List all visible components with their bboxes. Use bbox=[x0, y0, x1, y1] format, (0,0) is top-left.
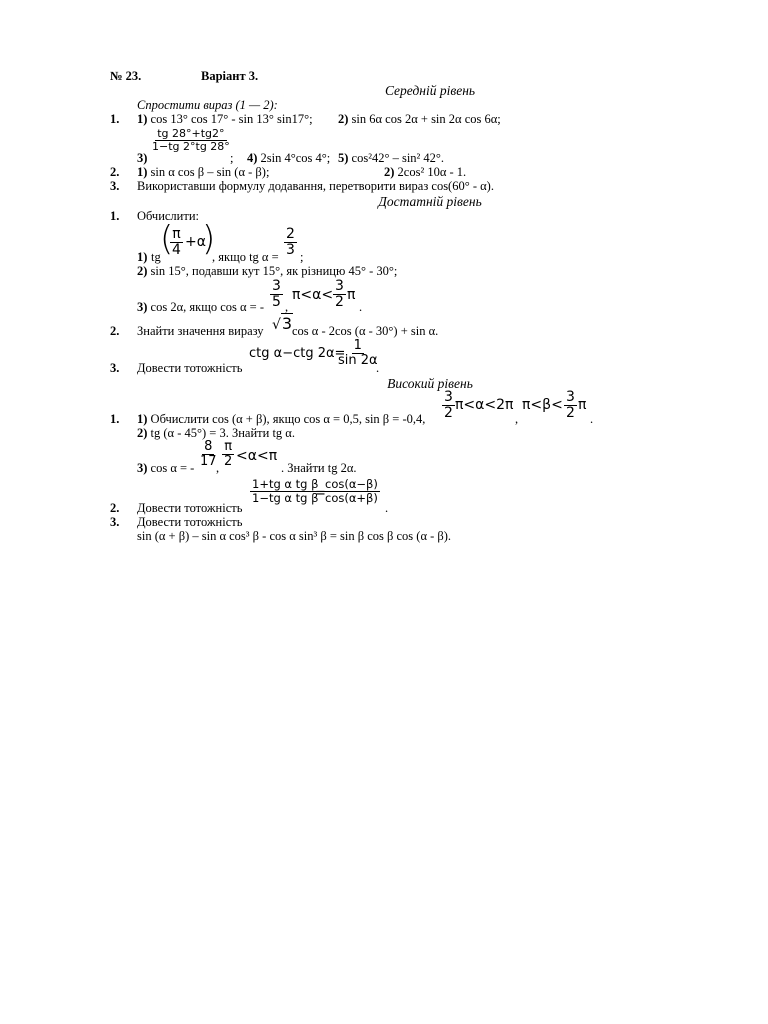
interval-beta: π<β< bbox=[522, 397, 563, 413]
comma: , bbox=[515, 412, 519, 426]
fraction-tg-identity-lhs: $\frac{\text{1+tg α tg β}}{\text{1−tg α tg β}}$ bbox=[252, 477, 319, 505]
semicolon: ; bbox=[300, 250, 304, 264]
item-number: 3. bbox=[110, 515, 120, 529]
item-number: 2. bbox=[110, 324, 120, 338]
dot: . bbox=[376, 361, 380, 375]
dot: . bbox=[359, 300, 363, 314]
sqrt-3: √3 bbox=[272, 314, 293, 333]
expr-3-1-3: 3) cos α = - bbox=[137, 461, 195, 475]
expr-2-1-2: 2) sin 15°, подавши кут 15°, як різницю 45° - 30°; bbox=[137, 264, 398, 278]
interval-alpha: π<α<2π bbox=[455, 397, 514, 413]
fraction-2-over-3: $\frac{2}{3}$ bbox=[286, 226, 295, 259]
semicolon: ; bbox=[230, 151, 234, 165]
fraction-tg-sum: $\frac{tg 28^\circ+tg2^\circ}{1-tg 2^\circ tg 28^\circ}$ bbox=[152, 127, 230, 154]
expr-label: 1) bbox=[137, 250, 148, 264]
section-title-medium: Середній рівень bbox=[384, 83, 476, 98]
fraction-3-over-2: $\frac{3}{2}$ bbox=[444, 389, 453, 422]
expr-2-1: 1) sin α cos β – sin (α - β); bbox=[137, 165, 270, 179]
prove-label: Довести тотожність bbox=[137, 501, 243, 515]
fraction-pi-over-4: $\frac{\pi}{4}$ bbox=[172, 226, 181, 259]
expr-2-1-3: 3) cos 2α, якщо cos α = - bbox=[137, 300, 265, 314]
tg-text: tg bbox=[151, 250, 161, 264]
expr-3-1-2: 2) tg (α - 45°) = 3. Знайти tg α. bbox=[137, 426, 295, 440]
expr-2-2: 2) 2cos² 10α - 1. bbox=[384, 165, 467, 179]
fraction-3-over-5: $\frac{3}{5}$ bbox=[272, 278, 281, 311]
dot: . bbox=[385, 501, 389, 515]
expression-text: cos α - 2cos (α - 30°) + sin α. bbox=[292, 324, 439, 338]
prove-label: Довести тотожність bbox=[137, 361, 243, 375]
fraction-3-over-2: $\frac{3}{2}$ bbox=[335, 278, 344, 311]
expr-1-3-label: 3) bbox=[137, 151, 148, 165]
task-1-3: Використавши формулу додавання, перетворити вираз cos(60° - α). bbox=[137, 179, 494, 193]
dot: . bbox=[590, 412, 594, 426]
item-number: 3. bbox=[110, 361, 120, 375]
interval-left: π<α< bbox=[292, 287, 334, 303]
instruction: Спростити вираз (1 — 2): bbox=[137, 98, 278, 112]
fraction-8-over-17: $\frac{8}{17}$ bbox=[200, 439, 217, 470]
fraction-3-over-2: $\frac{3}{2}$ bbox=[566, 389, 575, 422]
find-value-label: Знайти значення виразу bbox=[137, 324, 264, 338]
plus-alpha: +α bbox=[185, 234, 206, 250]
variant-title: Варіант 3. bbox=[201, 69, 259, 83]
equals-sign: = bbox=[315, 486, 326, 501]
item-number: 2. bbox=[110, 501, 120, 515]
condition-text: , якщо tg α = bbox=[212, 250, 279, 264]
section-title-high: Високий рівень bbox=[387, 376, 473, 391]
item-number: 1. bbox=[110, 209, 120, 223]
fraction-pi-over-2: $\frac{\pi}{2}$ bbox=[224, 439, 233, 470]
comma: , bbox=[285, 300, 289, 314]
item-number: 1. bbox=[110, 112, 120, 126]
item-number: 3. bbox=[110, 179, 120, 193]
find-tg2a: . Знайти tg 2α. bbox=[281, 461, 357, 475]
pi-symbol: π bbox=[578, 397, 587, 413]
fraction-cos-identity-rhs: $\frac{\cos(\alpha-\beta)}{\cos(\alpha+\beta)}$ bbox=[325, 477, 378, 505]
expr-1-4: 4) 2sin 4°cos 4°; bbox=[247, 151, 331, 165]
item-number: 2. bbox=[110, 165, 120, 179]
identity-expression: sin (α + β) – sin α cos³ β - cos α sin³ β = sin β cos β cos (α - β). bbox=[137, 529, 452, 543]
pi-symbol: π bbox=[347, 287, 356, 303]
identity-lhs: ctg α−ctg 2α= bbox=[249, 346, 346, 361]
fraction-1-over-sin2a: $\frac{1}{\sin 2\alpha}$ bbox=[338, 338, 378, 369]
expr-1-2: 2) sin 6α cos 2α + sin 2α cos 6α; bbox=[338, 112, 501, 126]
prove-label: Довести тотожність bbox=[137, 515, 243, 529]
expr-3-1-1: 1) Обчислити cos (α + β), якщо cos α = 0,5, sin β = -0,4, bbox=[137, 412, 426, 426]
right-paren: ) bbox=[202, 219, 216, 259]
item-number: 1. bbox=[110, 412, 120, 426]
expr-1-1: 1) cos 13° cos 17° - sin 13° sin17°; bbox=[137, 112, 313, 126]
task-number: № 23. bbox=[110, 69, 142, 83]
left-paren: ( bbox=[160, 219, 174, 259]
section-title-sufficient: Достатній рівень bbox=[378, 194, 482, 209]
comma: , bbox=[216, 461, 220, 475]
expr-1-5: 5) cos²42° – sin² 42°. bbox=[338, 151, 445, 165]
calc-label: Обчислити: bbox=[137, 209, 199, 223]
interval-alpha: <α<π bbox=[236, 448, 278, 464]
